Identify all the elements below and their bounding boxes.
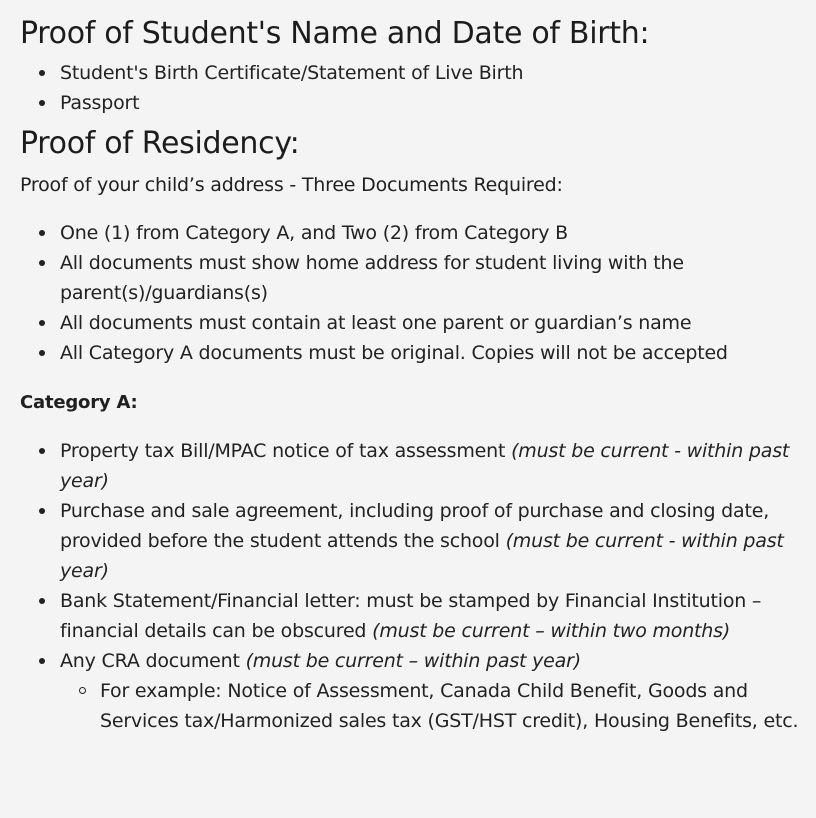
list-item: Passport xyxy=(60,88,810,118)
item-text: Purchase and sale agreement, including proof of purchase and closing date, provided before the student attends the school xyxy=(60,500,770,552)
item-note: (must be current - within past year) xyxy=(60,440,790,492)
item-note: (must be current – within past year) xyxy=(245,650,581,672)
residency-list xyxy=(20,218,810,368)
item-text: Property tax Bill/MPAC notice of tax assessment xyxy=(60,440,512,462)
heading-name-dob: Proof of Student's Name and Date of Birth: xyxy=(20,16,650,51)
item-note: (must be current – within two months) xyxy=(372,620,731,642)
list-item xyxy=(60,496,810,586)
item-text: Any CRA document xyxy=(60,650,246,672)
list-item: All documents must contain at least one parent or guardian’s name xyxy=(60,308,810,338)
list-item: All documents must show home address for student living with the parent(s)/guardians(s) xyxy=(60,248,810,308)
item-note: (must be current - within past year) xyxy=(60,530,784,582)
category-a-list xyxy=(20,436,810,736)
list-item xyxy=(60,586,810,646)
category-a-label: Category A: xyxy=(20,392,138,413)
list-item: One (1) from Category A, and Two (2) from Category B xyxy=(60,218,810,248)
list-item xyxy=(60,646,810,736)
list-item: Student's Birth Certificate/Statement of Live Birth xyxy=(60,58,810,88)
name-dob-list xyxy=(20,58,810,118)
document-content xyxy=(20,0,810,736)
residency-intro: Proof of your child’s address - Three Documents Required: xyxy=(20,174,563,196)
cra-sub-list xyxy=(60,676,810,736)
sub-list-item: For example: Notice of Assessment, Canada Child Benefit, Goods and Services tax/Harmonized sales tax (GST/HST credit), Housing Benefits, etc. xyxy=(100,676,810,736)
list-item xyxy=(60,436,810,496)
list-item: All Category A documents must be original. Copies will not be accepted xyxy=(60,338,810,368)
heading-residency: Proof of Residency: xyxy=(20,126,300,161)
item-text: Bank Statement/Financial letter: must be stamped by Financial Institution – financial details can be obscured xyxy=(60,590,762,642)
